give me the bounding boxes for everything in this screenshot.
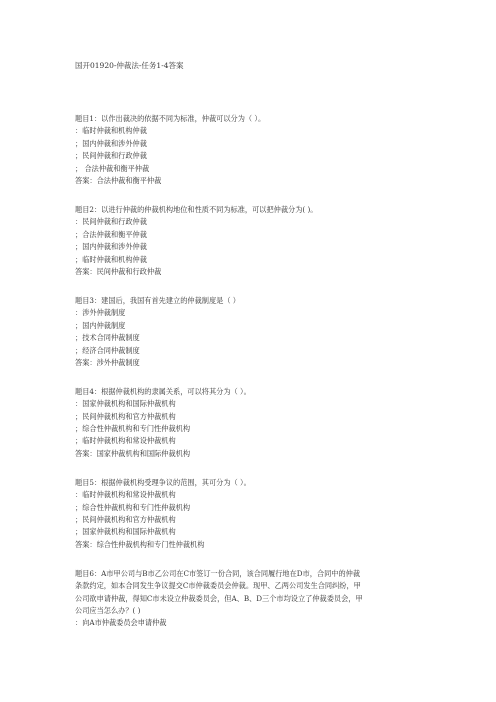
- question-block: [75, 113, 427, 187]
- option-item: ；综合性仲裁机构和专门性仲裁机构: [75, 424, 191, 434]
- answer-line: 答案：民间仲裁和行政仲裁: [75, 266, 162, 276]
- answer-line: 答案：综合性仲裁机构和专门性仲裁机构: [75, 539, 205, 549]
- option-item: ；技术合同仲裁制度: [75, 333, 140, 343]
- answer-line: 答案：涉外仲裁制度: [75, 357, 140, 367]
- option-item: ；综合性仲裁机构和专门性仲裁机构: [75, 502, 191, 512]
- option-item: ； 合法仲裁和衡平仲裁: [75, 163, 150, 173]
- option-item: ；国家仲裁机构和国际仲裁机构: [75, 527, 176, 537]
- option-item: ；民间仲裁机构和官方仲裁机构: [75, 514, 176, 524]
- question-stem: 题目2：以进行仲裁的仲裁机构地位和性质不同为标准，可以把仲裁分为( )。: [75, 204, 318, 214]
- option-item: ；经济合同仲裁制度: [75, 345, 140, 355]
- question-stem-line: 公司欲申请仲裁，得知C市未设立仲裁委员会，但A、B、D三个市均设立了仲裁委员会，甲: [75, 593, 363, 603]
- option-item: ；国内仲裁和涉外仲裁: [75, 242, 147, 252]
- option-item: ：临时仲裁和机构仲裁: [75, 126, 147, 136]
- question-stem: 题目3：建国后，我国有首先建立的仲裁制度是（ ）: [75, 295, 240, 305]
- option-item: ；民间仲裁和行政仲裁: [75, 151, 147, 161]
- question-stem-line: 公司应当怎么办？( ): [75, 605, 141, 615]
- question-block: [75, 386, 427, 460]
- question-stem-line: 条款约定，如本合同发生争议提交C市仲裁委员会仲裁。现甲、乙两公司发生合同纠纷，甲: [75, 581, 361, 591]
- question-stem: 题目4：根据仲裁机构的隶属关系，可以将其分为（ ）。: [75, 386, 251, 396]
- option-item: ：民间仲裁和行政仲裁: [75, 217, 147, 227]
- option-item: ；民间仲裁机构和官方仲裁机构: [75, 411, 176, 421]
- option-item: ：涉外仲裁制度: [75, 308, 126, 318]
- answer-line: 答案：合法仲裁和衡平仲裁: [75, 176, 162, 186]
- option-item: ；临时仲裁机构和常设仲裁机构: [75, 436, 176, 446]
- option-item: ：向A市仲裁委员会申请仲裁: [75, 618, 167, 628]
- option-item: ：国家仲裁机构和国际仲裁机构: [75, 399, 176, 409]
- option-item: ；国内仲裁和涉外仲裁: [75, 138, 147, 148]
- question-stem: 题目1：以作出裁决的依据不同为标准，仲裁可以分为（ ）。: [75, 114, 266, 123]
- question-block: [75, 204, 427, 278]
- question-list: [75, 113, 427, 646]
- question-stem: 题目5：根据仲裁机构受理争议的范围，其可分为（ ）。: [75, 477, 251, 487]
- question-block: [75, 295, 427, 369]
- option-item: ：临时仲裁机构和常设仲裁机构: [75, 490, 176, 500]
- question-block: [75, 477, 427, 551]
- option-item: ；临时仲裁和机构仲裁: [75, 254, 147, 264]
- question-stem-line: 题目6：A市甲公司与B市乙公司在C市签订一份合同，该合同履行地在D市，合同中的仲裁: [75, 568, 361, 578]
- option-item: ；合法仲裁和衡平仲裁: [75, 229, 147, 239]
- answer-line: 答案：国家仲裁机构和国际仲裁机构: [75, 448, 191, 458]
- document-title: 国开01920-仲裁法-任务1-4答案: [75, 61, 184, 70]
- option-item: ；国内仲裁制度: [75, 320, 126, 330]
- question-block: [75, 568, 427, 630]
